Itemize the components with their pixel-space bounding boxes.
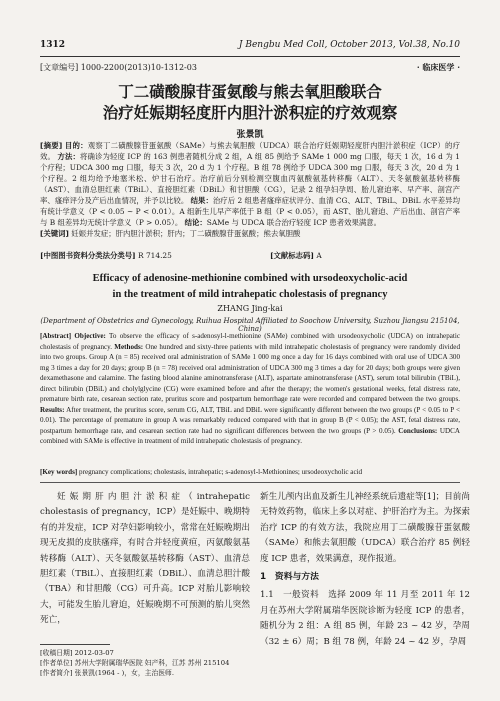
- abstract-chinese: [40, 140, 460, 239]
- abstract-cn-label: [摘要]: [40, 141, 63, 150]
- footnotes: [40, 648, 250, 678]
- article-meta: [40, 62, 460, 73]
- body-right-paragraph-2: 1.1 一般资料 选择 2009 年 11 月至 2011 年 12 月在苏州大学附属瑞华医院诊断为轻度 ICP 的患者，随机分为 2 组：A 组 85 例，年龄 23 ~ 42 岁，孕周（32 ± 6）周；B 组 78 例，年龄 24 ~ 42 岁，孕周: [260, 590, 470, 647]
- conclusion-cn-label: 结论：: [184, 218, 207, 227]
- author-chinese: 张景凯: [236, 130, 264, 140]
- title-en-line-2: in the treatment of mild intrahepatic cholestasis of pregnancy: [112, 289, 388, 300]
- title-cn-line-1: 丁二磺酸腺苷蛋氨酸与熊去氧胆酸联合: [118, 83, 382, 101]
- results-cn: 治疗后 2 组患者瘙痒症状评分、血清 CG、ALT、TBiL、DBiL 水平差异均有统计学意义（P < 0.05 ~ P < 0.01）。A 组新生儿早产率低于 B 组（P < 0.05），而 AST、胎儿窘迫、产后出血、剖宫产率与 B 组差异均无统计学意义（P > 0.05）。: [40, 196, 460, 227]
- footnote-rule: [40, 644, 110, 645]
- footnote-received: [收稿日期] 2012-03-07: [40, 649, 114, 657]
- results-cn-label: 结果：: [190, 196, 213, 205]
- doc-code-label: [文献标志码]: [270, 251, 314, 260]
- methods-en: One hundred and sixty-three patients with mild intrahepatic cholestasis of pregnancy were randomly divided into two groups. Group A (n = 85) received oral administration of SAMe 1 000 mg once a day for 16 days combined with oral use of UDCA 300 mg 3 times a day for 20 days; group B (n = 78) received oral administration of UDCA 300 mg 3 times a day for 20 days; both groups were given dexamethasone and calamine. The fasting blood alanine aminotransferase (ALT), aspartate aminotransferase (AST), serum total bilirubin (TBiL), direct bilirubin (DBiL) and cholylglycine (CG) were examined before and after the therapy; the women's gestational weeks, fetal distress rate, premature birth rate, cesarean section rate, pruritus score and postpartum hemorrhage rate were recorded and compared between the two groups.: [40, 342, 460, 403]
- body-column-left: 妊娠期肝内胆汁淤积症（intrahepatic cholestasis of pregnancy，ICP）是妊娠中、晚期特有的并发症，ICP 对孕妇影响较小，常常在妊娠晚期出现无皮损的皮肤瘙痒，有时合并轻度黄疸，丙氨酸氨基转移酶（ALT）、天冬氨酸氨基转移酶（AST）、血清总胆红素（TBiL）、直接胆红素（DBiL）、血清总胆汁酸（TBA）和甘胆酸（CG）可升高。ICP 对胎儿影响较大，可能发生胎儿窘迫，妊娠晚期不可预测的胎儿突然死亡，: [40, 492, 250, 626]
- header-rule: [40, 56, 460, 57]
- objective-cn: 观察丁二磺酸腺苷蛋氨酸（SAMe）与熊去氧胆酸（UDCA）联合治疗妊娠期轻度肝内胆汁淤积症（ICP）的疗效。: [40, 141, 460, 161]
- title-english: [40, 271, 460, 303]
- methods-en-label: Methods:: [114, 342, 144, 351]
- body-column-right: [260, 490, 470, 650]
- objective-cn-label: 目的：: [64, 141, 88, 150]
- body-right-paragraph-1: 新生儿颅内出血及新生儿神经系统后遗症等[1]；目前尚无特效药物，临床上多以对症、护肝治疗为主。为探索治疗 ICP 的有效方法，我院应用丁二磺酸腺苷蛋氨酸（SAMe）和熊去氧胆酸（UDCA）联合治疗 85 例轻度 ICP 患者，效果满意，现作报道。: [260, 492, 470, 564]
- results-en: After treatment, the pruritus score, serum CG, ALT, TBiL and DBiL were significantly different between the two groups (P < 0.05 to P < 0.01). The percentage of premature in group A was remarkably reduced compared with that in group B (P < 0.05); the AST, fetal distress rate, postpartum hemorrhage rate, and cesarean section rate had no significant differences between the two groups (P > 0.05).: [40, 405, 460, 435]
- conclusion-cn: SAMe 与 UDCA 联合治疗轻度 ICP 患者效果满意。: [206, 218, 382, 227]
- footnote-author-bio: [作者简介] 张景凯(1964 - )，女，主治医师.: [40, 669, 174, 677]
- keywords-cn: 妊娠并发症；肝内胆汁淤积；肝内；丁二磺酸腺苷蛋氨酸；熊去氧胆酸: [71, 229, 301, 238]
- results-en-label: Results:: [40, 405, 65, 414]
- column-label: · 临床医学 ·: [416, 62, 460, 72]
- classification-value: R 714.25: [138, 251, 172, 260]
- footnote-affiliation: [作者单位] 苏州大学附属瑞华医院 妇产科，江苏 苏州 215104: [40, 659, 230, 667]
- affiliation-english: (Department of Obstetrics and Gynecology, Ruihua Hospital Affiliated to Soochow University, Suzhou Jiangsu 215104, China): [40, 317, 460, 333]
- title-chinese: [30, 82, 470, 124]
- abstract-separator: [40, 482, 460, 483]
- keywords-cn-label: [关键词]: [40, 229, 69, 238]
- keywords-en: pregnancy complications; cholestasis, intrahepatic; s-adenosyl-l-Methionines; ursodeoxycholic acid: [79, 468, 363, 476]
- abstract-en-label: [Abstract]: [40, 332, 72, 340]
- methods-cn: 将确诊为轻度 ICP 的 163 例患者随机分成 2 组，A 组 85 例给予 SAMe 1 000 mg 口服，每天 1 次，16 d 为 1 个疗程；UDCA 300 mg 口服，每天 3 次，20 d 为 1 个疗程。B 组 78 例给予 UDCA 300 mg 口服，每天 3 次，20 d 为 1 个疗程。2 组均给予地塞米松、炉甘石治疗。治疗前后分别检测空腹血丙氨酸氨基转移酶（ALT）、天冬氨酸氨基转移酶（AST）、血清总胆红素（TBiL）、直接胆红素（DBiL）和甘胆酸（CG），记录 2 组孕妇孕周、胎儿窘迫率、早产率、剖宫产率、瘙痒评分及产后出血情况，并予以比较。: [40, 152, 460, 205]
- abstract-english: [40, 331, 460, 447]
- classification-label: [中图图书资料分类法分类号]: [40, 251, 136, 260]
- title-en-line-1: Efficacy of adenosine-methionine combined with ursodeoxycholic-acid: [92, 273, 408, 284]
- article-id: [文章编号] 1000-2200(2013)10-1312-03: [40, 63, 197, 72]
- methods-cn-label: 方法：: [57, 152, 80, 161]
- author-english: ZHANG Jing-kai: [217, 304, 283, 313]
- keywords-english: [40, 468, 460, 476]
- conclusions-en: UDCA combined with SAMe is effective in treatment of mild intrahepatic cholestasis of pregnancy.: [40, 426, 460, 445]
- classification-line: [40, 250, 460, 261]
- objective-en-label: Objective:: [74, 332, 106, 340]
- title-cn-line-2: 治疗妊娠期轻度肝内胆汁淤积症的疗效观察: [102, 104, 398, 122]
- objective-en: To observe the efficacy of s-adenosyl-l-methionine (SAMe) combined with ursodeoxycholic (UDCA) on intrahepatic cholestasis of pregnancy.: [40, 332, 460, 351]
- doc-code-value: A: [316, 251, 322, 260]
- running-header: [40, 40, 460, 54]
- conclusions-en-label: Conclusions:: [398, 426, 438, 435]
- journal-citation: J Bengbu Med Coll, October 2013, Vol.38, No.10: [238, 40, 460, 50]
- section-heading: 1 资料与方法: [260, 572, 319, 583]
- keywords-en-label: [Key words]: [40, 468, 78, 476]
- page-number: 1312: [40, 40, 66, 50]
